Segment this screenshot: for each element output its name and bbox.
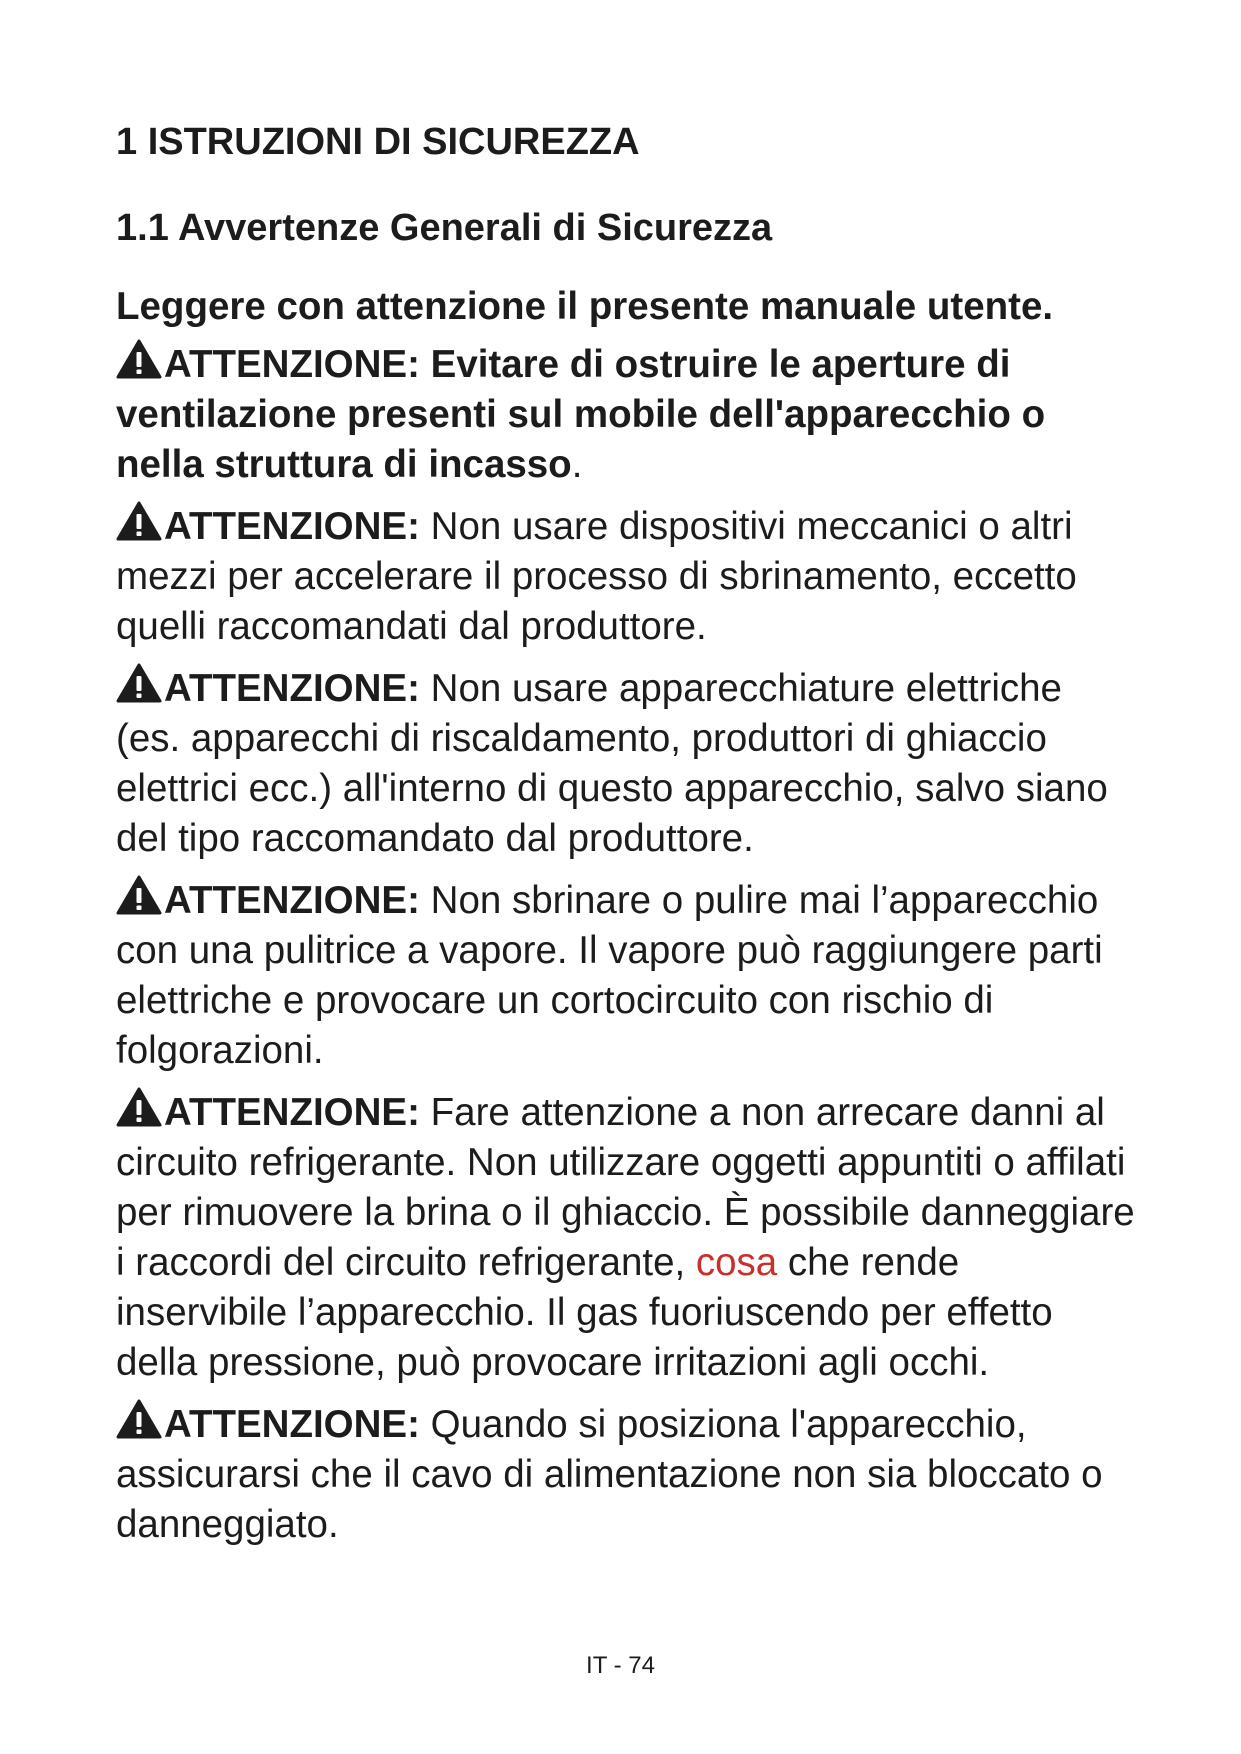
highlighted-word: cosa	[695, 1241, 778, 1284]
warning-text: Evitare di ostruire le aperture di ventilazione presenti sul mobile dell'apparecchio o nella struttura di incasso	[116, 343, 1046, 486]
warning-label: ATTENZIONE:	[164, 505, 420, 548]
warning-label: ATTENZIONE:	[164, 879, 420, 922]
warning-triangle-icon	[116, 1399, 162, 1439]
page-number: IT - 74	[586, 1652, 655, 1679]
warning-text: Non sbrinare o pulire mai l’apparecchio con una pulitrice a vapore. Il vapore può raggiungere parti elettriche e provocare un cortocircuito con rischio di folgorazioni.	[116, 879, 1103, 1072]
warning-refrigerant-circuit	[116, 1087, 1136, 1388]
warning-power-cable	[116, 1399, 1136, 1550]
document-page	[116, 118, 1136, 1561]
warning-label: ATTENZIONE:	[164, 667, 420, 710]
warning-text: Fare attenzione a non arrecare danni al circuito refrigerante. Non utilizzare oggetti appuntiti o affilati per rimuovere la brina o il ghiaccio. È possibile danneggiare i raccordi del circuito refrigerante,	[116, 1091, 1135, 1284]
lead-instruction: Leggere con attenzione il presente manuale utente.	[116, 285, 1054, 328]
warning-label: ATTENZIONE:	[164, 1403, 420, 1446]
warning-trailing: .	[571, 443, 583, 486]
warning-steam-cleaner	[116, 875, 1136, 1076]
warning-triangle-icon	[116, 875, 162, 915]
warning-ventilation	[116, 339, 1136, 490]
warning-triangle-icon	[116, 663, 162, 703]
warning-label: ATTENZIONE:	[164, 343, 420, 386]
warning-label: ATTENZIONE:	[164, 1091, 420, 1134]
warning-defrost-devices	[116, 501, 1136, 652]
warning-triangle-icon	[116, 1087, 162, 1127]
section-heading: 1 ISTRUZIONI DI SICUREZZA	[116, 121, 640, 163]
warning-text: Quando si posiziona l'apparecchio, assicurarsi che il cavo di alimentazione non sia bloccato o danneggiato.	[116, 1403, 1103, 1546]
warning-text: Non usare dispositivi meccanici o altri mezzi per accelerare il processo di sbrinamento, eccetto quelli raccomandati dal produttore.	[116, 505, 1077, 648]
warning-electrical-appliances	[116, 663, 1136, 864]
subsection-heading: 1.1 Avvertenze Generali di Sicurezza	[116, 207, 773, 249]
warning-triangle-icon	[116, 501, 162, 541]
warning-triangle-icon	[116, 339, 162, 379]
warning-text: Non usare apparecchiature elettriche (es. apparecchi di riscaldamento, produttori di ghiaccio elettrici ecc.) all'interno di questo apparecchio, salvo siano del tipo raccomandato dal produttore.	[116, 667, 1108, 860]
warning-text-continued: che rende inservibile l’apparecchio. Il gas fuoriuscendo per effetto della pressione, può provocare irritazioni agli occhi.	[116, 1241, 1053, 1384]
